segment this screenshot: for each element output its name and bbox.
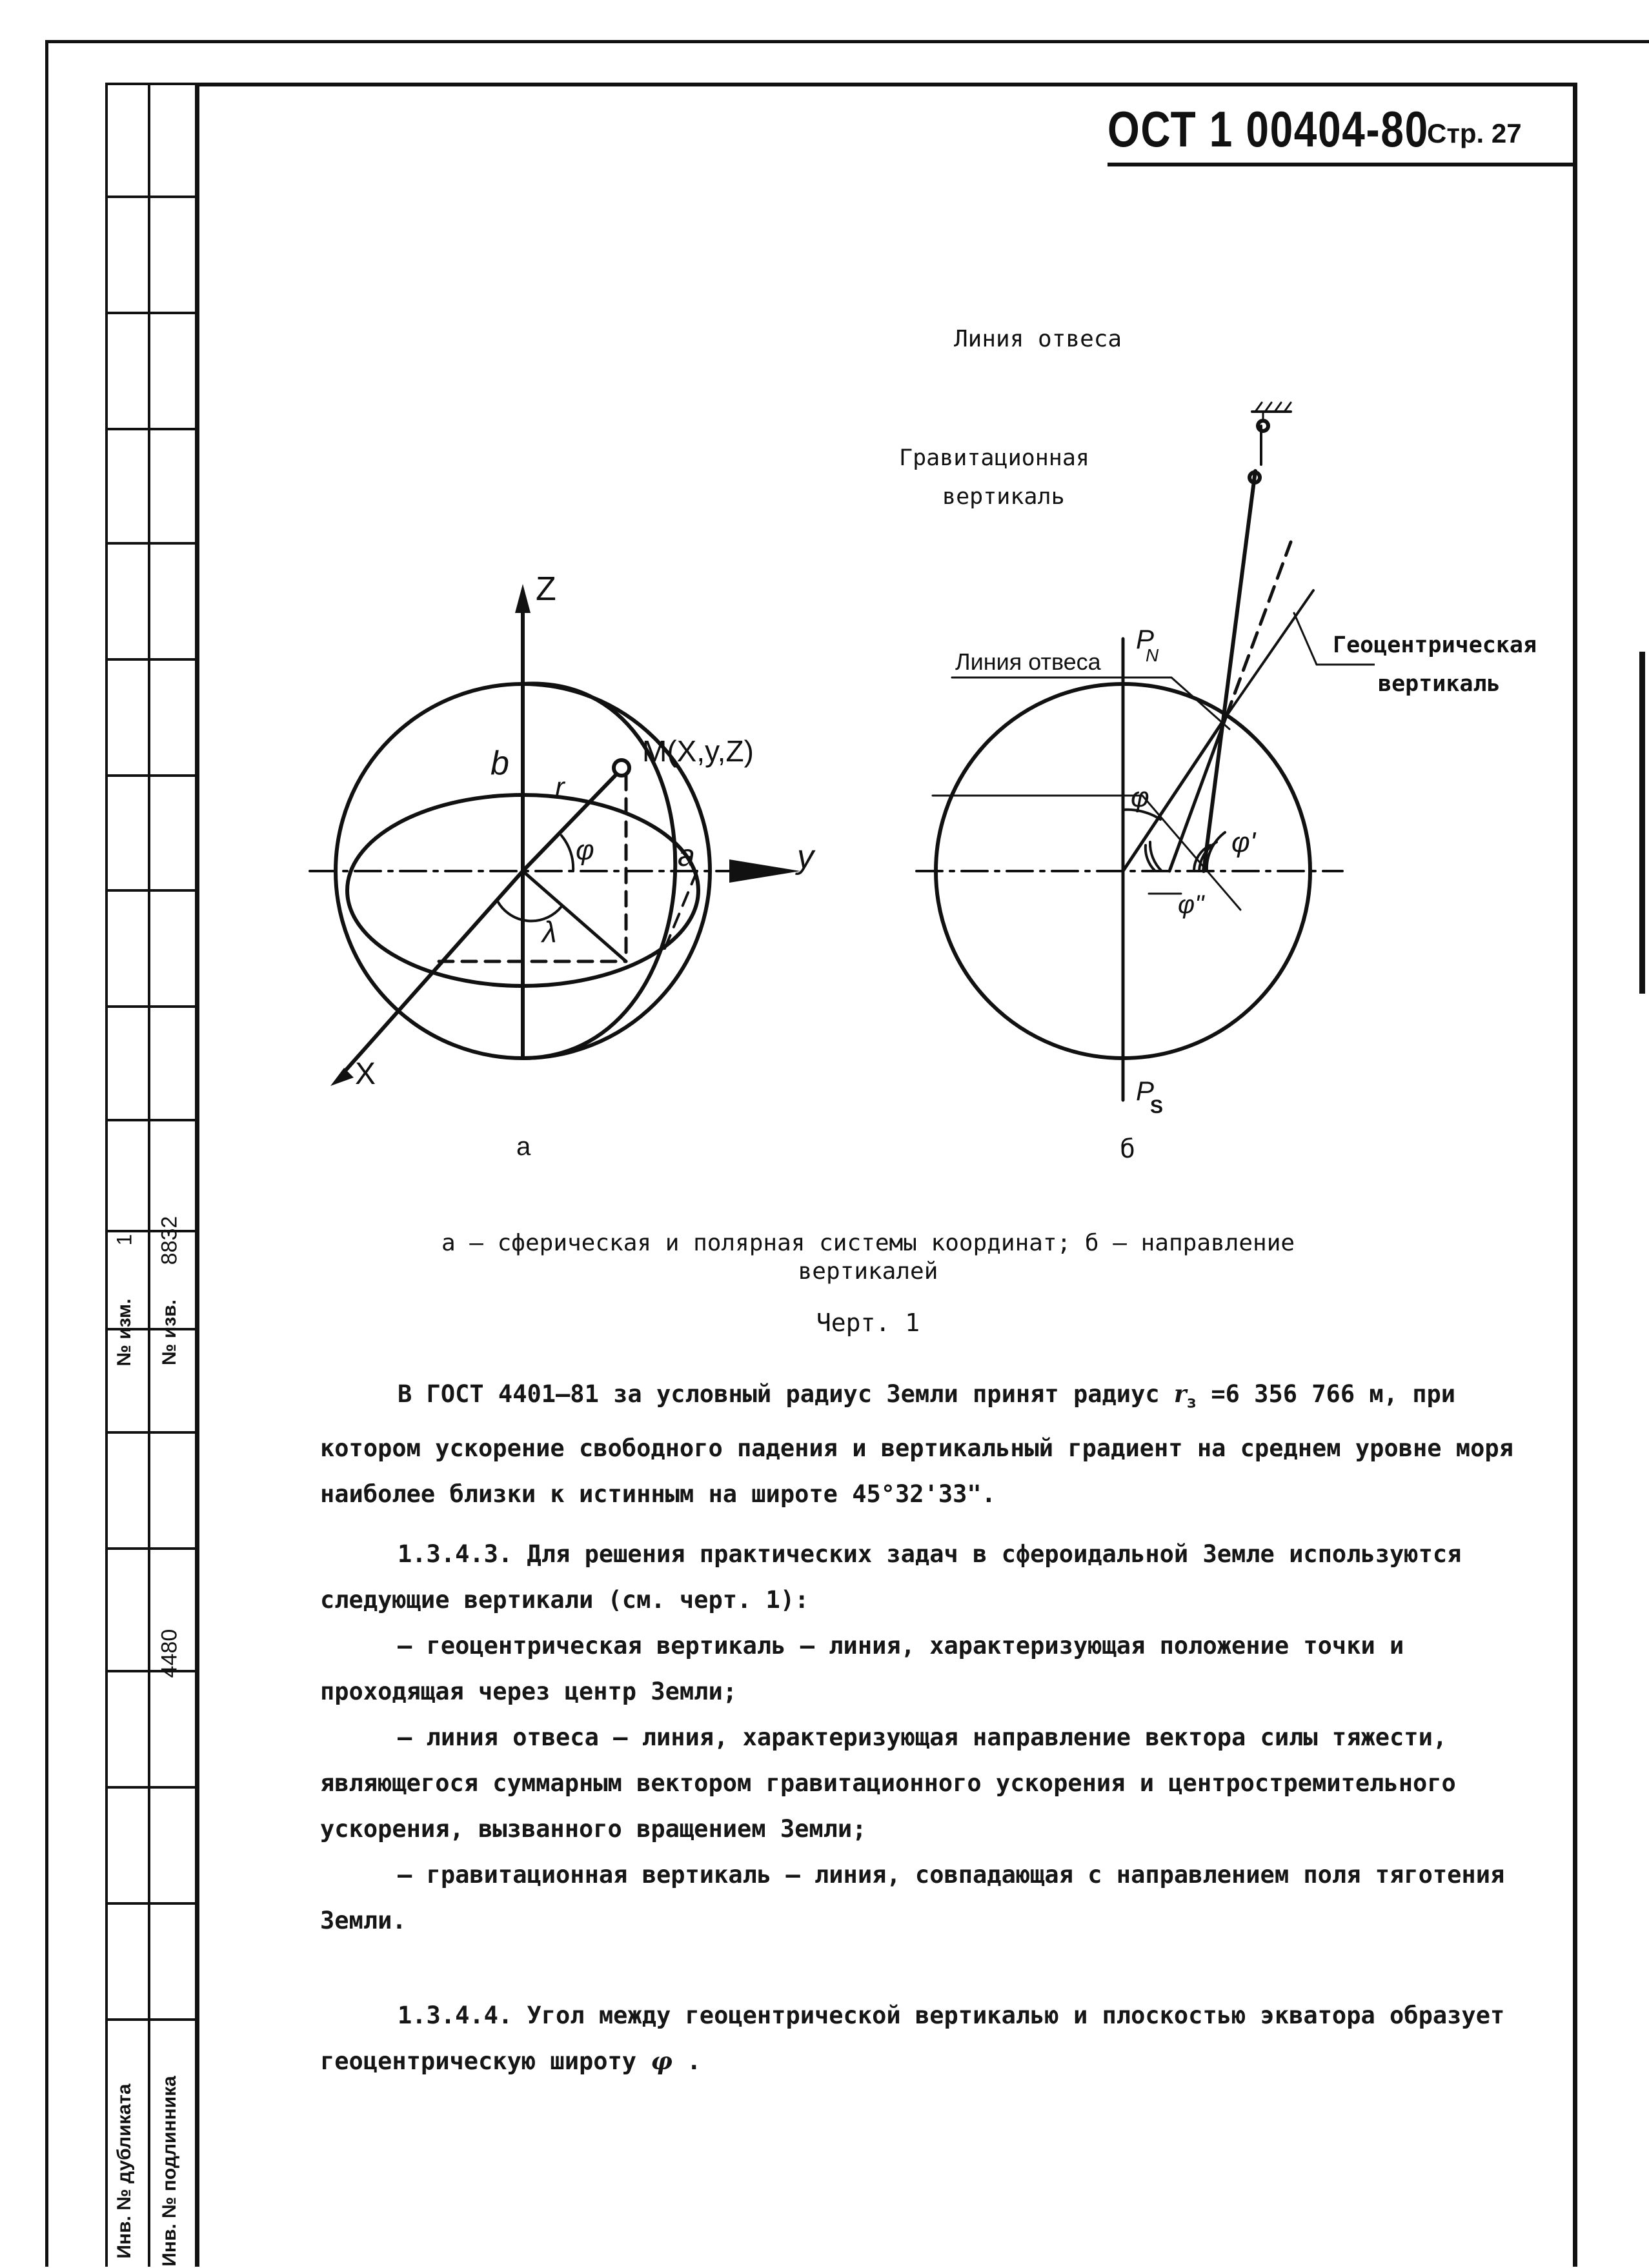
- inner-frame-top: [195, 83, 1576, 86]
- latitude-symbol: φ: [651, 2047, 673, 2075]
- figure-b-leader-geo: [1294, 613, 1317, 665]
- figure-b-label-pn: P: [1136, 624, 1155, 654]
- figure-b-label-pn-sub: N: [1146, 645, 1159, 665]
- figure-b-gravity-line: [1169, 716, 1226, 871]
- figure-a-x-axis: [342, 871, 523, 1074]
- figure-a-label-z: Z: [536, 570, 556, 608]
- bullet-gravitational: – гравитационная вертикаль – линия, совпадающая с направлением поля тяготения Земли.: [320, 1861, 1505, 1934]
- figure-b-label-phi: φ: [1131, 781, 1149, 813]
- p1-text-a: В ГОСТ 4401–81 за условный радиус Земли принят радиус: [398, 1380, 1160, 1408]
- figure-a-label-a: a: [678, 839, 695, 873]
- figure-b-plumb-pivot: [1258, 421, 1268, 431]
- document-header: [1108, 100, 1522, 159]
- inner-frame-left: [195, 83, 199, 2267]
- section-1-3-4-3: [320, 1531, 1533, 1943]
- figure-a-equatorial-projection: [523, 871, 626, 961]
- header-underline: [1108, 163, 1573, 166]
- grav-vertical-label-2: вертикаль: [942, 484, 1065, 510]
- plumb-line-label: Линия отвеса: [954, 326, 1122, 352]
- figure-1: [278, 310, 1375, 1200]
- p1-text-b: =6 356 766 м, при котором ускорение свободного падения и вертикальный градиент на среднем уровне моря наиболее близки к истинным на широте 45°32'33".: [320, 1380, 1513, 1509]
- figure-a-phi-arc: [561, 836, 573, 871]
- stamp-col-middle: [148, 83, 150, 2267]
- figure-a-label-lambda: λ: [542, 915, 557, 948]
- figure-a-x-arrow: [330, 1068, 354, 1086]
- page-number: Стр. 27: [1427, 118, 1522, 148]
- no-izm-label: № изм.: [114, 1298, 135, 1367]
- caption-line-1: а – сферическая и полярная системы координат; б – направление: [441, 1230, 1295, 1256]
- p3-end: .: [687, 2047, 702, 2075]
- figure-a-label-m: M(X,y,Z): [642, 734, 754, 768]
- caption-line-2: вертикалей: [798, 1258, 938, 1285]
- inv-value: 4480: [157, 1629, 182, 1678]
- inv-dubl-label: Инв. № дубликата: [114, 2083, 135, 2259]
- no-izv-value: 8832: [157, 1216, 182, 1265]
- grav-vertical-label-1: Гравитационная: [899, 445, 1090, 471]
- radius-symbol: r: [1173, 1380, 1187, 1408]
- figure-b-label-phi-dprime: φ": [1178, 890, 1204, 919]
- inner-frame-right: [1573, 83, 1577, 2267]
- stamp-col-left: [105, 83, 108, 2267]
- geo-vertical-label-1: Геоцентрическая: [1333, 632, 1537, 658]
- figure-b-plumb-label: Линия отвеса: [955, 648, 1101, 675]
- bullet-geocentric: – геоцентрическая вертикаль – линия, характеризующая положение точки и проходящая через центр Земли;: [320, 1632, 1404, 1705]
- figure-a-sublabel: а: [516, 1132, 531, 1161]
- figure-b-mount-hatch: [1255, 403, 1291, 412]
- p2-text: 1.3.4.3. Для решения практических задач в сфероидальной Земле используются следующие вертикали (см. черт. 1):: [320, 1540, 1462, 1614]
- figure-a-label-b: b: [491, 745, 509, 782]
- right-edge-mark: [1639, 652, 1645, 994]
- figure-a-label-y: y: [797, 838, 814, 876]
- figure-a-coordinate-systems: [310, 570, 816, 1161]
- figure-a-z-arrow: [515, 584, 531, 613]
- revision-stamp-sidebar: [105, 83, 196, 2267]
- outer-frame-left: [45, 40, 48, 2267]
- figure-b-verticals: [916, 403, 1375, 1118]
- paragraph-gost: [320, 1371, 1533, 1517]
- bullet-plumb-line: – линия отвеса – линия, характеризующая направление вектора силы тяжести, являющегося суммарным вектором гравитационного ускорения и центростремительного ускорения, вызванного вращением Земли;: [320, 1723, 1456, 1843]
- section-1-3-4-4: [320, 1992, 1533, 2084]
- figure-caption: [336, 1229, 1401, 1286]
- figure-b-label-phi-prime: φ': [1231, 827, 1256, 858]
- figure-a-y-arrow: [729, 859, 800, 883]
- no-izv-label: № изв.: [159, 1300, 180, 1365]
- figure-b-sublabel: б: [1120, 1134, 1136, 1164]
- figure-a-point-m: [614, 760, 629, 776]
- figure-b-label-ps: P: [1136, 1076, 1155, 1106]
- doc-code: ОСТ 1 00404-80: [1108, 101, 1429, 157]
- outer-frame-top: [45, 40, 1649, 43]
- figure-number: Черт. 1: [816, 1309, 920, 1337]
- inv-podl-label: Инв. № подлинника: [159, 2076, 180, 2267]
- figure-b-label-ps-sub: S: [1150, 1096, 1164, 1118]
- figure-a-label-phi: φ: [576, 834, 594, 866]
- figure-a-label-r: r: [555, 772, 565, 803]
- p3-text: 1.3.4.4. Угол между геоцентрической вертикалью и плоскостью экватора образует геоцентрическую широту: [320, 2002, 1505, 2075]
- radius-subscript: з: [1186, 1392, 1197, 1412]
- geo-vertical-label-2: вертикаль: [1378, 671, 1501, 697]
- figure-b-plumb-line: [1204, 471, 1255, 871]
- figure-a-label-x: X: [355, 1057, 376, 1091]
- no-izm-value: 1: [112, 1234, 136, 1246]
